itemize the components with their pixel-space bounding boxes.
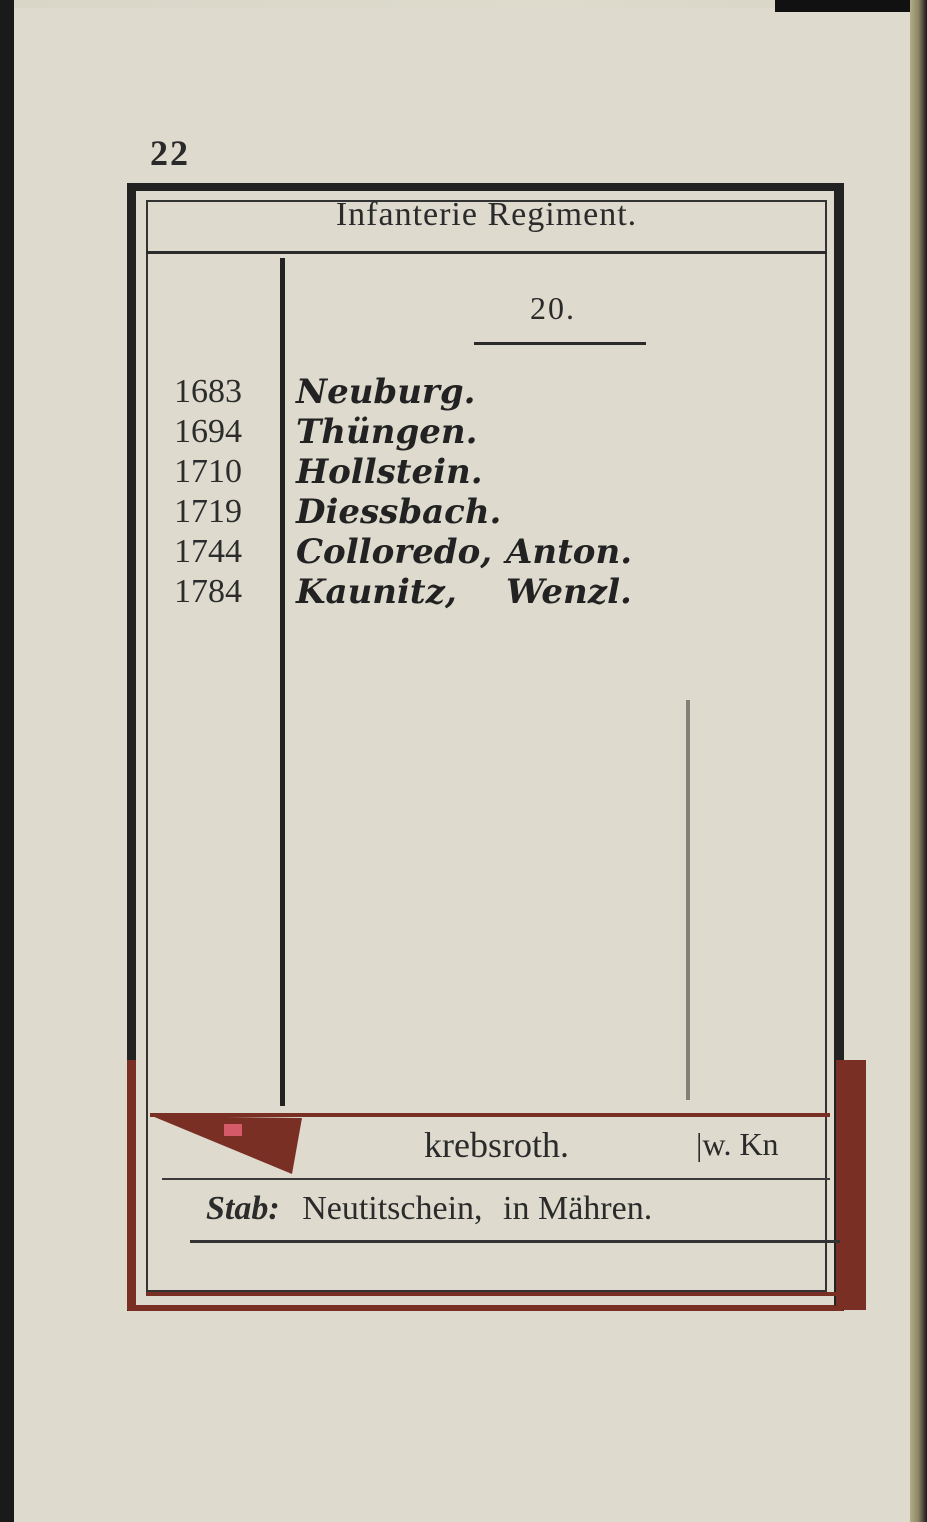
years-column bbox=[174, 372, 264, 612]
name-row bbox=[296, 532, 796, 572]
year-cell: 1719 bbox=[174, 493, 242, 530]
regiment-number: 20. bbox=[530, 290, 576, 326]
swatch-highlight bbox=[224, 1124, 242, 1136]
page-number: 22 bbox=[150, 133, 190, 173]
name-cell: Thüngen. bbox=[296, 412, 478, 452]
year-cell: 1784 bbox=[174, 573, 242, 610]
given-name-cell: Wenzl. bbox=[506, 572, 632, 612]
column-divider bbox=[280, 258, 285, 1106]
stab-rule bbox=[190, 1240, 840, 1243]
year-cell: 1744 bbox=[174, 533, 242, 570]
red-frame-bottom-rule bbox=[146, 1292, 846, 1296]
name-row bbox=[296, 412, 796, 452]
name-cell: Colloredo, bbox=[296, 532, 493, 572]
facing-color-label: krebsroth. bbox=[424, 1125, 569, 1165]
page-edge bbox=[910, 0, 927, 1522]
red-frame-left bbox=[127, 1060, 136, 1310]
stab-line bbox=[206, 1190, 652, 1228]
stab-label: Stab: bbox=[206, 1190, 280, 1227]
number-rule bbox=[474, 342, 646, 345]
scan-shadow bbox=[775, 0, 927, 12]
red-frame-right bbox=[836, 1060, 866, 1310]
year-cell: 1710 bbox=[174, 453, 242, 490]
name-cell: Diessbach. bbox=[296, 492, 502, 532]
stab-region: in Mähren. bbox=[503, 1190, 653, 1227]
stab-city: Neutitschein, bbox=[302, 1190, 483, 1227]
buttons-text: w. Kn bbox=[702, 1126, 779, 1162]
names-column bbox=[296, 372, 796, 612]
name-row bbox=[296, 492, 796, 532]
name-row bbox=[296, 452, 796, 492]
uniform-rule-bottom bbox=[162, 1178, 830, 1180]
name-cell: Kaunitz, bbox=[296, 572, 457, 612]
header-rule bbox=[146, 251, 827, 254]
given-name-cell: Anton. bbox=[506, 532, 633, 572]
name-cell: Neuburg. bbox=[296, 372, 476, 412]
faint-divider bbox=[686, 700, 690, 1100]
year-cell: 1683 bbox=[174, 373, 242, 410]
year-cell: 1694 bbox=[174, 413, 242, 450]
name-row bbox=[296, 572, 796, 612]
color-swatch bbox=[152, 1116, 302, 1174]
table-title: Infanterie Regiment. bbox=[335, 196, 638, 233]
name-row bbox=[296, 372, 796, 412]
buttons-label: |w. Kn bbox=[696, 1126, 779, 1162]
name-cell: Hollstein. bbox=[296, 452, 483, 492]
